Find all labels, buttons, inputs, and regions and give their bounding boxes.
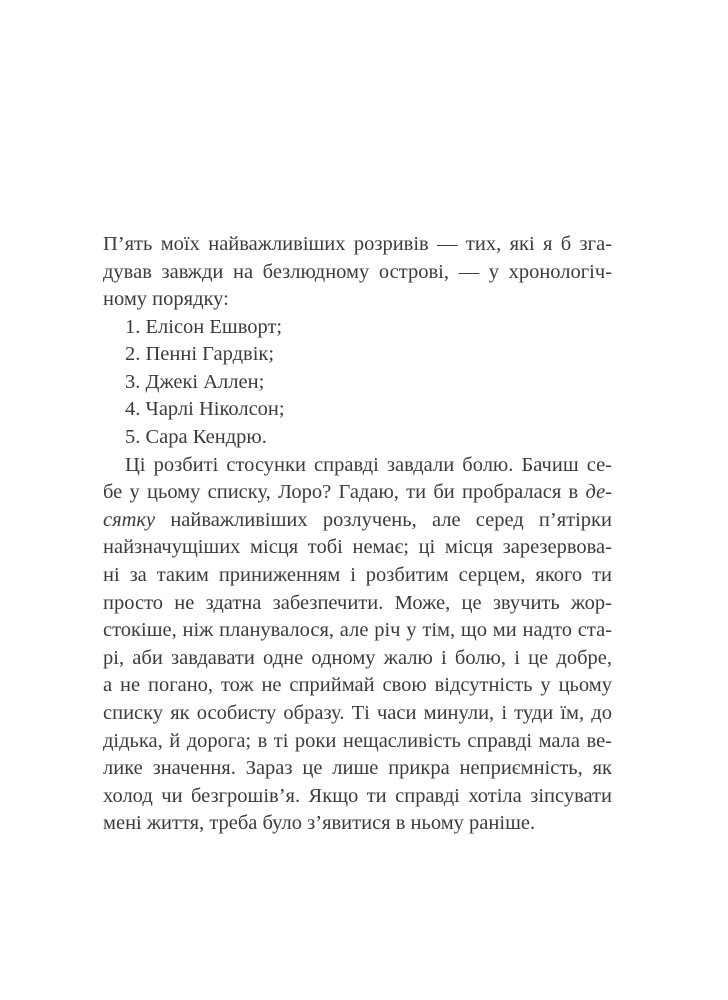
text-line: холод чи безгрошів’я. Якщо ти справді хотіла зіпсувати (103, 785, 612, 807)
text-line: списку як особисту образу. Ті часи минули, і туди їм, до (103, 702, 612, 724)
text-line (103, 506, 612, 534)
list-item: 5. Сара Кендрю. (125, 426, 267, 448)
text-line: просто не здатна забезпечити. Може, це звучить жор- (103, 592, 612, 614)
list-item: 1. Елісон Ешворт; (125, 316, 283, 338)
list-item: 3. Джекі Аллен; (125, 371, 265, 393)
text-line: рі, аби завдавати одне одному жалю і болю, і це добре, (103, 647, 612, 669)
text-line: найзначущіших місця тобі немає; ці місця зарезервова- (103, 536, 612, 558)
list-item: 2. Пенні Гардвік; (125, 343, 275, 365)
text-segment: найважливіших розлучень, але серед п’ятірки (155, 509, 612, 531)
list-item: 4. Чарлі Ніколсон; (125, 398, 285, 420)
text-line: дідька, й дорога; в ті роки нещасливість справді мала ве- (103, 730, 612, 752)
text-line: дував завжди на безлюдному острові, — у хронологіч- (103, 261, 612, 283)
text-line: мені життя, треба було з’явитися в ньому раніше. (103, 812, 536, 834)
text-segment: бе у цьому списку, Лоро? Гадаю, ти би пробралася в (103, 481, 586, 503)
text-line: стокіше, ніж планувалося, але річ у тім, що ми надто ста- (103, 619, 612, 641)
italic-segment: де- (585, 481, 612, 503)
italic-segment: сятку (103, 509, 156, 531)
text-line: а не погано, тож не сприймай свою відсутність у цьому (103, 674, 612, 696)
text-line: ному порядку: (103, 288, 229, 310)
text-line (103, 478, 612, 506)
text-line: ні за таким приниженням і розбитим серцем, якого ти (103, 564, 612, 586)
text-line: Ці розбиті стосунки справді завдали болю. Бачиш се- (125, 454, 612, 476)
text-line: П’ять моїх найважливіших розривів — тих, які я б зга- (103, 233, 612, 255)
text-line: лике значення. Зараз це лише прикра неприємність, як (103, 757, 612, 779)
